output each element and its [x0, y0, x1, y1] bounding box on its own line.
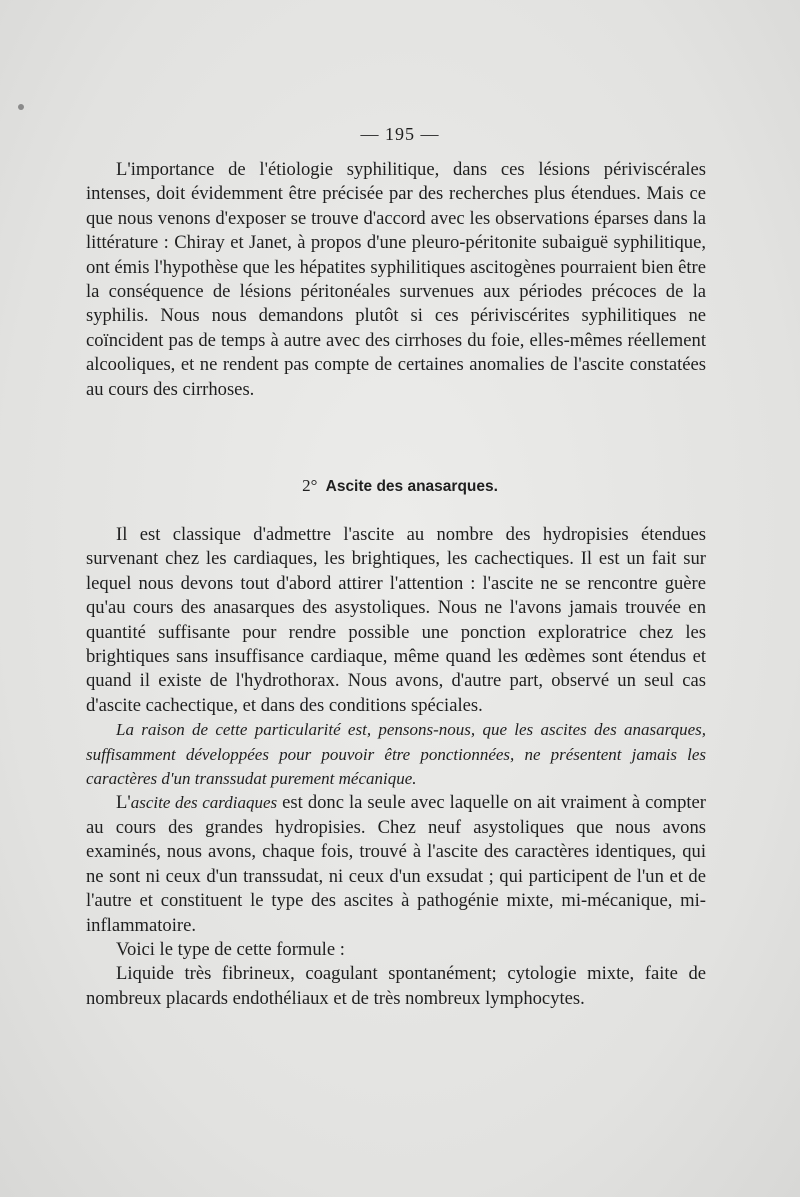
paper-speck — [18, 104, 24, 110]
page-number: — 195 — — [360, 124, 440, 144]
section-anasarca — [86, 523, 706, 1011]
cardiac-ascites-term: ascite des cardiaques — [130, 793, 278, 813]
paragraph-classic: Il est classique d'admettre l'ascite au nombre des hydropisies étendues survenant chez les cardiaques, les brightiques, les cachectiques. Il est un fait sur lequel nous devons tout d'abord attirer l'attention : l'ascite ne se rencontre guère qu'au cours des anasarques des asystoliques. Nous ne l'avons jamais trouvée en quantité suffisante pour rendre possible une ponction exploratrice chez les brightiques sans insuffisance cardiaque, même quand les œdèmes sont étendus et quand il existe de l'hydrothorax. Nous avons, d'autre part, observé un seul cas d'ascite cachectique, et dans des conditions spéciales. — [86, 524, 706, 716]
cardiac-lead: L' — [116, 792, 131, 814]
paragraph-cardiac-ascites — [86, 791, 706, 937]
cardiac-rest: est donc la seule avec laquelle on ait vraiment à compter au cours des grandes hydropisies. Chez neuf asystoliques que nous avons examinés, nous avons, chaque fois, trouvé à l'ascite des caractères identiques, qui ne sont ni ceux d'un transsudat, ni ceux d'un exsudat ; qui participent de l'un et de l'autre et constituent le type des ascites à pathogénie mixte, mi-mécanique, mi-inflammatoire. — [86, 792, 706, 936]
paragraph-etiology: L'importance de l'étiologie syphilitique, dans ces lésions périviscérales intenses, doit évidemment être précisée par des recherches plus étendues. Mais ce que nous venons d'exposer se trouve d'accord avec les observations éparses dans la littérature : Chiray et Janet, à propos d'une pleuro-péritonite subaiguë syphilitique, ont émis l'hypothèse que les hépatites syphilitiques ascitogènes pourraient bien être la conséquence de lésions péritonéales survenues aux périodes précoces de la syphilis. Nous nous demandons plutôt si ces périviscérites syphilitiques ne coïncident pas de temps à autre avec des cirrhoses du foie, elles-mêmes réellement alcooliques, et ne rendent pas compte de certaines anomalies de l'ascite constatées au cours des cirrhoses. — [86, 159, 706, 400]
heading-number: 2° — [302, 476, 318, 495]
paragraph-reason-italic: La raison de cette particularité est, pensons-nous, que les ascites des anasarques, suffisamment développées pour pouvoir être ponctionnées, ne présentent jamais les caractères d'un transsudat purement mécanique. — [86, 720, 706, 789]
paragraph-formula-intro: Voici le type de cette formule : — [116, 938, 345, 960]
section-etiology — [86, 158, 706, 402]
paragraph-formula: Liquide très fibrineux, coagulant spontanément; cytologie mixte, faite de nombreux placards endothéliaux et de très nombreux lymphocytes. — [86, 963, 706, 1009]
section-heading — [0, 476, 800, 496]
heading-title: Ascite des anasarques. — [325, 478, 498, 495]
